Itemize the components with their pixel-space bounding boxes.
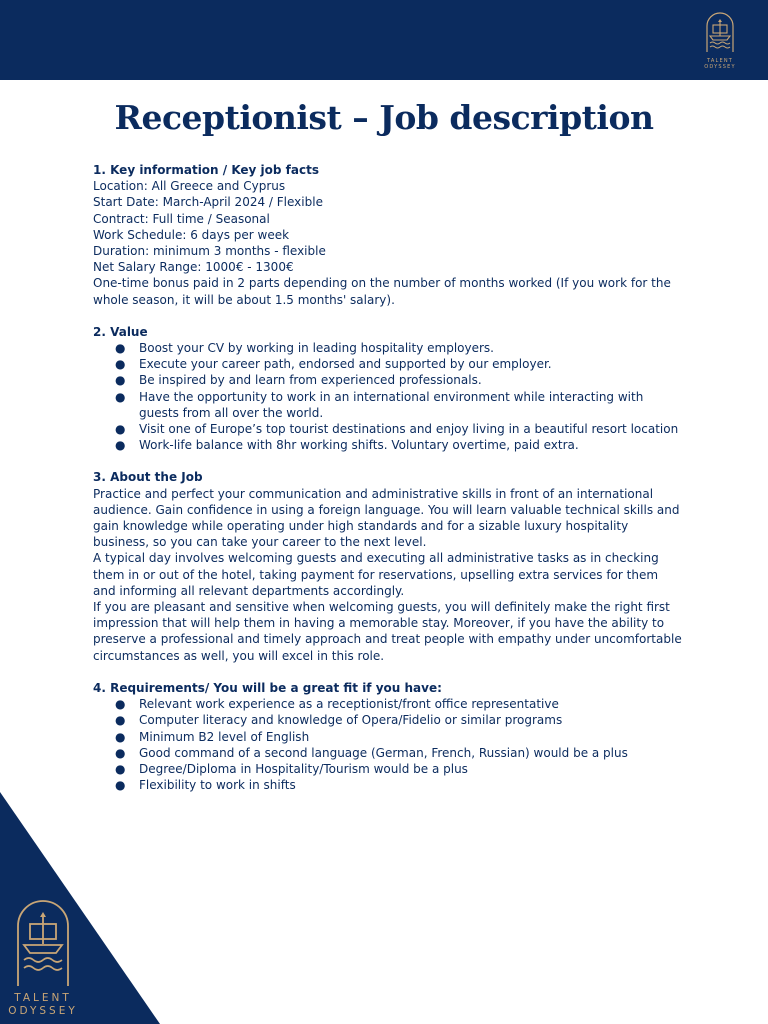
list-item: ● Be inspired by and learn from experienced professionals. [115,373,482,388]
brand-name-line1: TALENT [14,992,72,1004]
about-paragraph: A typical day involves welcoming guests and executing all administrative tasks as in checking them in or out of the hotel, taking payment for reservations, upselling extra services for them and informing all relevant departments accordingly. [93,551,659,598]
brand-name-line2: ODYSSEY [8,1005,78,1017]
about-paragraph: If you are pleasant and sensitive when welcoming guests, you will definitely make the right first impression that will help them in having a memorable stay. Moreover, if you have the ability to preserve a professional and timely approach and treat people with empathy under uncomfortable circumstances as well, you will excel in this role. [93,600,682,663]
header-band [0,0,768,80]
list-item: ● Flexibility to work in shifts [115,778,296,793]
about-paragraph: Practice and perfect your communication and administrative skills in front of an international audience. Gain confidence in using a foreign language. You will learn valuable technical skills and gain knowledge while operating under high standards and for a sizable luxury hospitality business, so you can take your career to the next level. [93,486,680,550]
key-info-line: One-time bonus paid in 2 parts depending on the number of months worked (If you work for the whole season, it will be about 1.5 months' salary). [93,276,671,307]
section-heading-about: 3. About the Job [93,470,203,485]
list-item: ● Have the opportunity to work in an international environment while interacting with guests from all over the world. [115,389,644,420]
list-item: ● Minimum B2 level of English [115,729,310,744]
list-item: ● Execute your career path, endorsed and supported by our employer. [115,357,552,372]
list-item: ● Relevant work experience as a receptionist/front office representative [115,697,559,712]
section-heading-key-info: 1. Key information / Key job facts [93,163,319,177]
list-item: ● Boost your CV by working in leading hospitality employers. [115,341,494,356]
list-item: ● Degree/Diploma in Hospitality/Tourism would be a plus [115,761,468,776]
key-info-line: Net Salary Range: 1000€ - 1300€ [93,260,294,275]
list-item: ● Visit one of Europe’s top tourist destinations and enjoy living in a beautiful resort location [115,422,679,437]
value-list [93,340,683,453]
list-item: ● Work-life balance with 8hr working shifts. Voluntary overtime, paid extra. [115,438,579,453]
list-item: ● Computer literacy and knowledge of Opera/Fidelio or similar programs [115,713,563,728]
key-info-line: Work Schedule: 6 days per week [93,227,290,242]
key-info-line: Duration: minimum 3 months - flexible [93,244,326,259]
section-heading-requirements: 4. Requirements/ You will be a great fit if you have: [93,680,442,695]
section-heading-value: 2. Value [93,324,148,339]
key-info-line: Contract: Full time / Seasonal [93,211,270,226]
page-title: Receptionist – Job description [114,98,654,137]
requirements-list [93,696,683,793]
ship-arch-icon [13,898,73,988]
key-info-line: Location: All Greece and Cyprus [93,179,286,194]
document-body [93,162,683,793]
brand-logo-large [8,898,78,1018]
ship-arch-icon [704,12,736,54]
key-info-line: Start Date: March-April 2024 / Flexible [93,195,323,210]
list-item: ● Good command of a second language (German, French, Russian) would be a plus [115,745,628,760]
brand-name-line1: TALENT [706,58,734,64]
brand-logo-small [702,12,738,70]
brand-name-line2: ODYSSEY [704,64,736,70]
